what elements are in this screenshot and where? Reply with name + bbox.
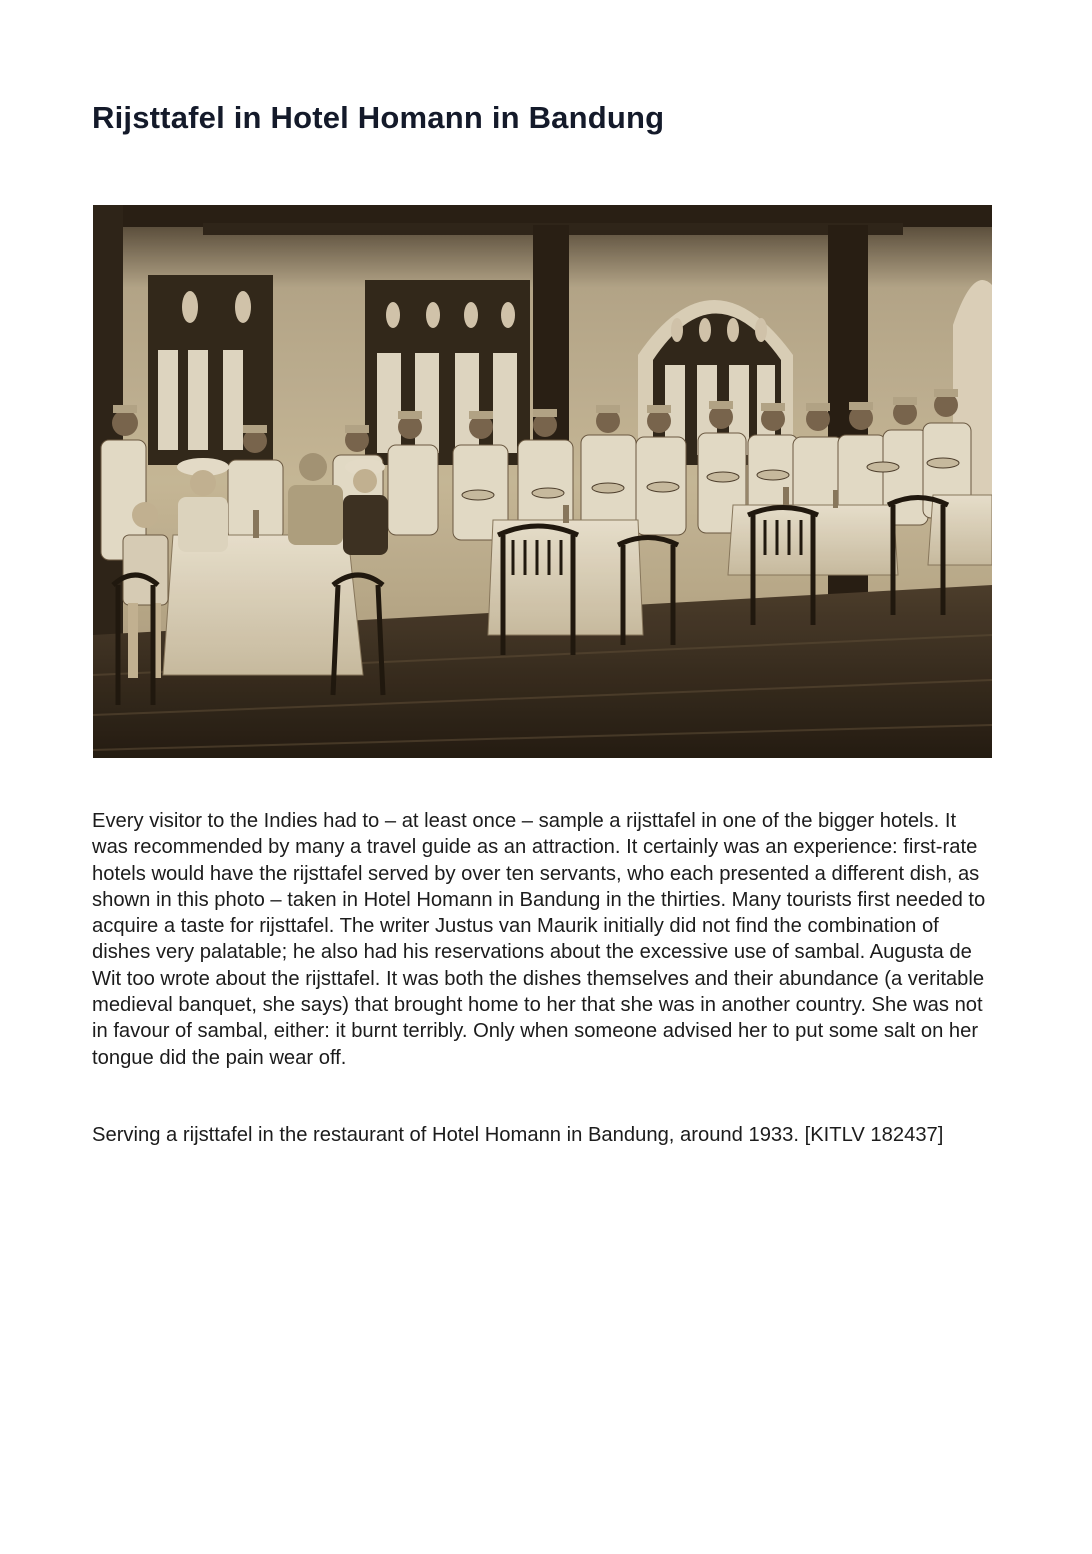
historic-photo [93, 205, 992, 758]
page-title: Rijsttafel in Hotel Homann in Bandung [92, 100, 665, 135]
sepia-dining-room-image [93, 205, 992, 758]
photo-caption: Serving a rijsttafel in the restaurant of Hotel Homann in Bandung, around 1933. [KITLV 182437] [92, 1124, 944, 1146]
body-paragraph: Every visitor to the Indies had to – at least once – sample a rijsttafel in one of the bigger hotels. It was recommended by many a travel guide as an attraction. It certainly was an experience: first-rate hotels would have the rijsttafel served by over ten servants, who each presented a different dish, as shown in this photo – taken in Hotel Homann in Bandung in the thirties. Many tourists first needed to acquire a taste for rijsttafel. The writer Justus van Maurik initially did not find the combination of dishes very palatable; he also had his reservations about the excessive use of sambal. Augusta de Wit too wrote about the rijsttafel. It was both the dishes themselves and their abundance (a veritable medieval banquet, she says) that brought home to her that she was in another country. She was not in favour of sambal, either: it burnt terribly. Only when someone advised her to put some salt on her tongue did the pain wear off. [92, 810, 986, 1069]
